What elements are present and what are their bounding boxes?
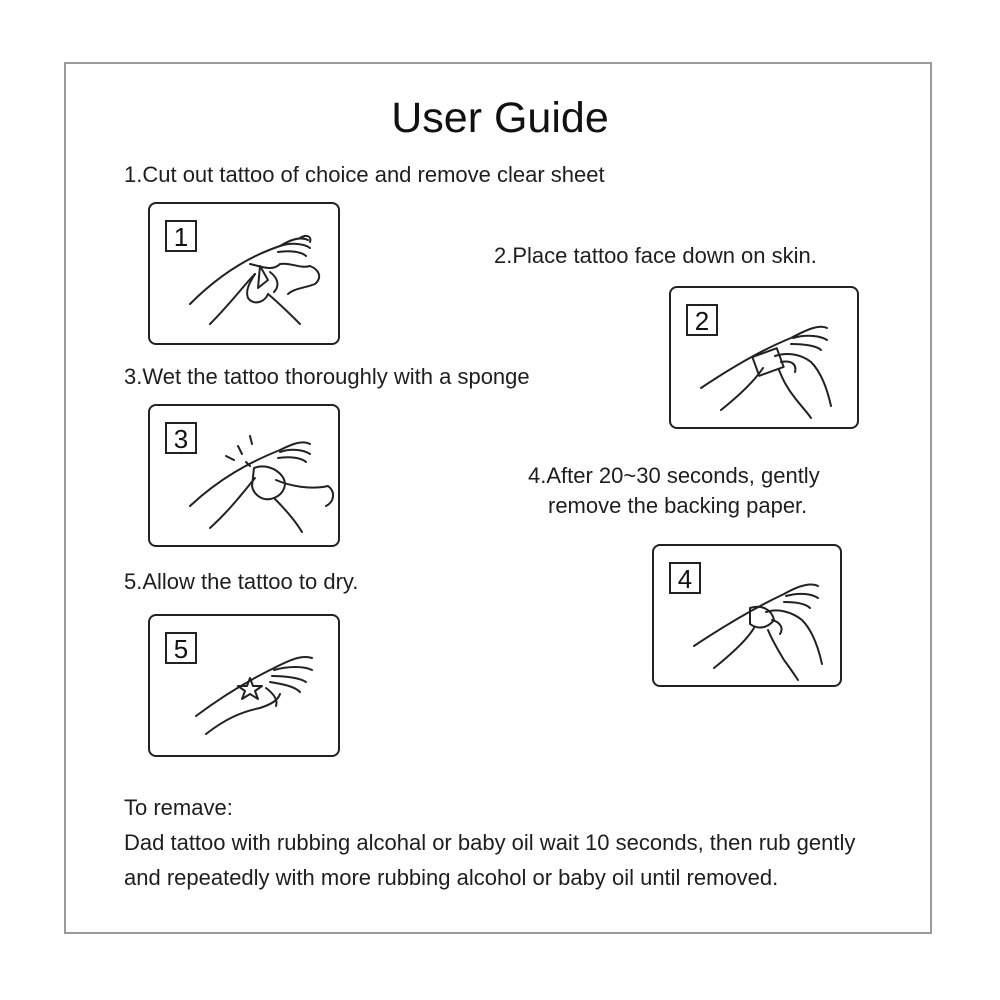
removal-line-2: and repeatedly with more rubbing alcohol or baby oil until removed. bbox=[124, 865, 779, 890]
hand-star-tattoo-icon bbox=[150, 616, 340, 757]
step-4-text-line1: 4.After 20~30 seconds, gently bbox=[528, 463, 820, 488]
step-5-panel bbox=[148, 614, 340, 757]
step-1-panel bbox=[148, 202, 340, 345]
hand-peeling-paper-icon bbox=[654, 546, 842, 687]
step-5-text: 5.Allow the tattoo to dry. bbox=[124, 569, 359, 594]
removal-line-1: Dad tattoo with rubbing alcohal or baby oil wait 10 seconds, then rub gently bbox=[124, 830, 856, 855]
removal-heading: To remave: bbox=[124, 795, 233, 820]
step-3-text: 3.Wet the tattoo thoroughly with a sponge bbox=[124, 364, 530, 389]
hand-cutting-tattoo-icon bbox=[150, 204, 340, 345]
hand-placing-tattoo-icon bbox=[671, 288, 859, 429]
step-4-text-line2: remove the backing paper. bbox=[548, 493, 808, 518]
step-2-panel bbox=[669, 286, 859, 429]
hand-sponge-icon bbox=[150, 406, 340, 547]
step-3-number: 3 bbox=[165, 422, 197, 454]
step-2-text: 2.Place tattoo face down on skin. bbox=[494, 243, 817, 268]
step-1-number: 1 bbox=[165, 220, 197, 252]
step-4-number: 4 bbox=[669, 562, 701, 594]
page-title: User Guide bbox=[391, 94, 609, 142]
step-4-panel bbox=[652, 544, 842, 687]
step-2-number: 2 bbox=[686, 304, 718, 336]
step-5-number: 5 bbox=[165, 632, 197, 664]
step-3-panel bbox=[148, 404, 340, 547]
removal-instructions bbox=[124, 790, 855, 895]
step-1-text: 1.Cut out tattoo of choice and remove clear sheet bbox=[124, 162, 605, 187]
